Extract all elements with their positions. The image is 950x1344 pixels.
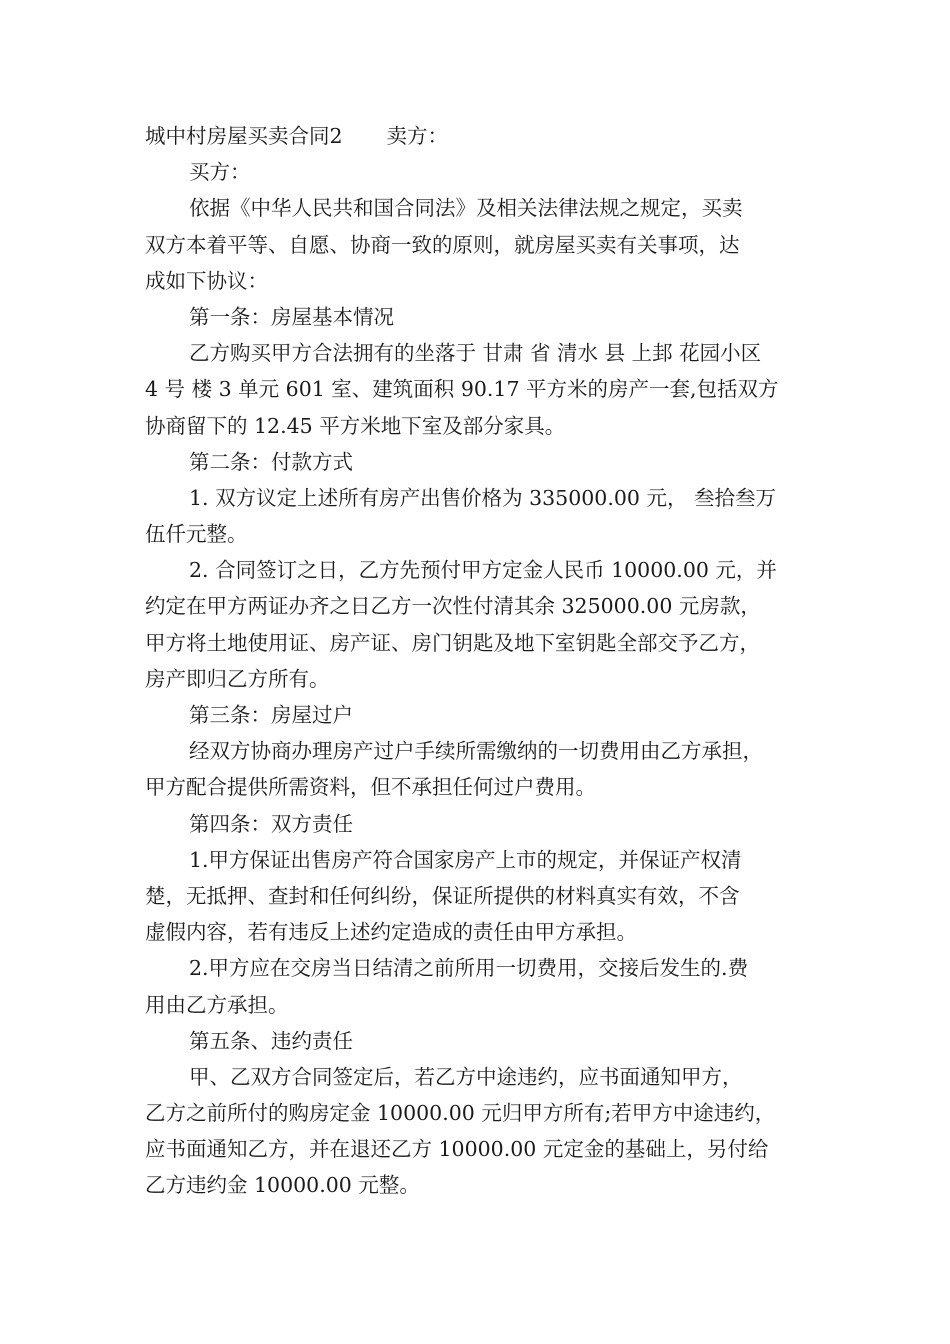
article-text-line: 乙方违约金 10000.00 元整。: [145, 1173, 420, 1198]
article-text-line: 协商留下的 12.45 平方米地下室及部分家具。: [145, 413, 566, 438]
article-heading: 第四条：双方责任: [189, 811, 353, 836]
document-title: 城中村房屋买卖合同2: [145, 124, 343, 148]
article-text-line: 伍仟元整。: [145, 522, 248, 547]
title-line: [145, 118, 810, 154]
buyer-label: 买方：: [189, 160, 251, 185]
article-heading: 第二条：付款方式: [189, 449, 353, 474]
contract-document: [145, 118, 810, 1204]
article-text-line: 应书面通知乙方，并在退还乙方 10000.00 元定金的基础上，另付给: [145, 1137, 769, 1162]
article-text-line: 甲方配合提供所需资料，但不承担任何过户费用。: [145, 775, 596, 800]
article-text-line: 乙方购买甲方合法拥有的坐落于 甘肃 省 清水 县 上邽 花园小区: [189, 341, 762, 366]
article-text-line: 1.甲方保证出售房产符合国家房产上市的规定，并保证产权清: [189, 847, 742, 872]
article-text-line: 楚，无抵押、查封和任何纠纷，保证所提供的材料真实有效，不含: [145, 883, 740, 908]
article-text-line: 约定在甲方两证办齐之日乙方一次性付清其余 325000.00 元房款，: [145, 594, 761, 619]
article-text-line: 甲方将土地使用证、房产证、房门钥匙及地下室钥匙全部交予乙方，: [145, 630, 760, 655]
article-heading: 第三条：房屋过户: [189, 703, 353, 727]
article-text-line: 房产即归乙方所有。: [145, 666, 330, 691]
article-text-line: 2. 合同签订之日，乙方先预付甲方定金人民币 10000.00 元，并: [189, 558, 777, 583]
article-text-line: 经双方协商办理房产过户手续所需缴纳的一切费用由乙方承担，: [189, 739, 763, 764]
article-text-line: 2.甲方应在交房当日结清之前所用一切费用，交接后发生的.费: [189, 956, 749, 981]
article-text-line: 甲、乙双方合同签定后，若乙方中途违约，应书面通知甲方，: [189, 1064, 743, 1089]
article-text-line: 1. 双方议定上述所有房产出售价格为 335000.00 元， 叁拾叁万: [189, 485, 776, 510]
article-text-line: 乙方之前所付的购房定金 10000.00 元归甲方所有;若甲方中途违约，: [145, 1101, 776, 1126]
preamble-line: 成如下协议：: [145, 268, 268, 293]
article-text-line: 4 号 楼 3 单元 601 室、建筑面积 90.17 平方米的房产一套,包括双方: [145, 377, 779, 402]
article-text-line: 用由乙方承担。: [145, 992, 289, 1017]
article-heading: 第五条、违约责任: [189, 1028, 353, 1053]
seller-label: 卖方：: [386, 124, 449, 148]
article-heading: 第一条：房屋基本情况: [189, 304, 394, 329]
preamble-line: 依据《中华人民共和国合同法》及相关法律法规之规定，买卖: [189, 196, 743, 221]
preamble-line: 双方本着平等、自愿、协商一致的原则，就房屋买卖有关事项，达: [145, 232, 740, 257]
article-text-line: 虚假内容，若有违反上述约定造成的责任由甲方承担。: [145, 920, 637, 945]
